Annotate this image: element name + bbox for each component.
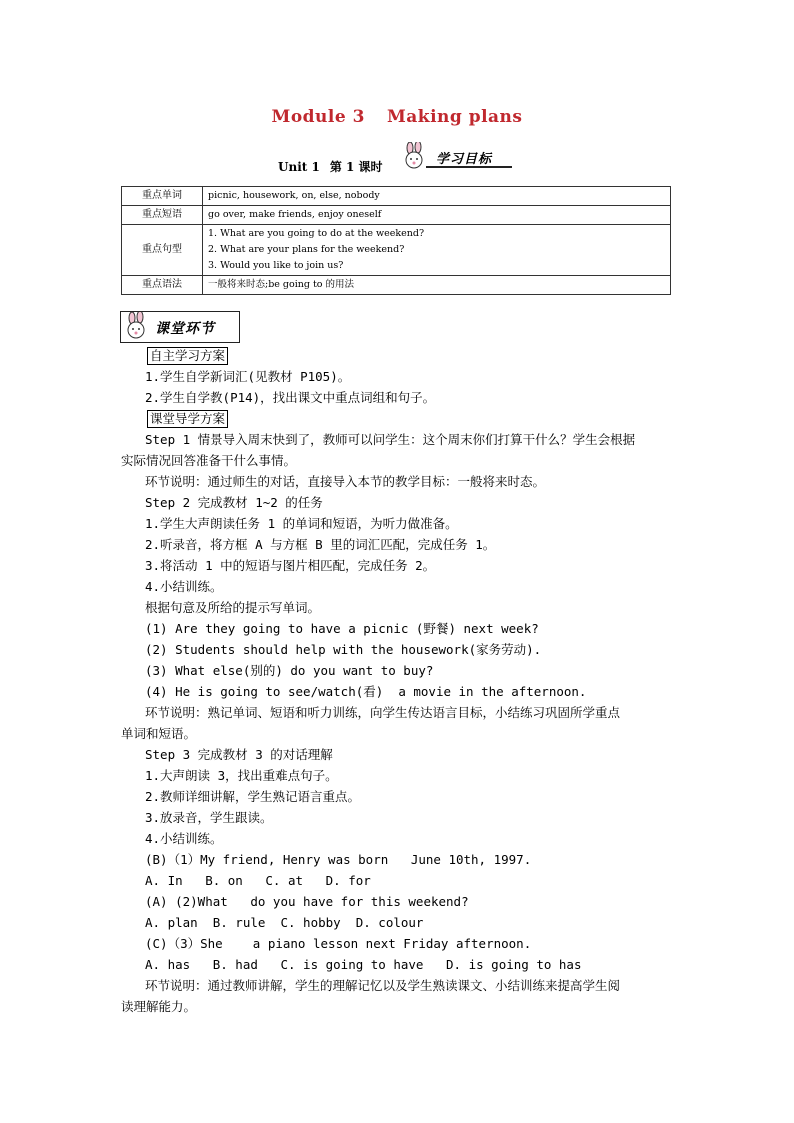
objective-key: 重点语法: [122, 276, 203, 295]
unit-label: Unit 1: [278, 160, 320, 174]
body-line: 实际情况回答准备干什么事情。: [121, 453, 297, 468]
objective-key: 重点短语: [122, 206, 203, 225]
body-line: 2.听录音，将方框 A 与方框 B 里的词汇匹配，完成任务 1。: [145, 537, 496, 552]
rabbit-icon: [123, 312, 153, 340]
body-line: 3.将活动 1 中的短语与图片相匹配，完成任务 2。: [145, 558, 436, 573]
objective-line: 一般将来时态;be going to 的用法: [208, 279, 355, 290]
section-heading-label: 课堂导学方案: [147, 410, 228, 428]
objectives-row: [122, 276, 671, 295]
module-title: [0, 107, 794, 127]
body-line: Step 2 完成教材 1~2 的任务: [145, 495, 323, 510]
body-line: Step 1 情景导入周末快到了，教师可以问学生：这个周末你们打算干什么？学生会根据: [145, 432, 636, 447]
objectives-label: 学习目标: [436, 152, 493, 167]
unit-heading: [278, 158, 383, 175]
objective-line: go over, make friends, enjoy oneself: [208, 209, 382, 220]
body-line: 环节说明：通过师生的对话，直接导入本节的教学目标：一般将来时态。: [145, 474, 546, 489]
objectives-row: [122, 206, 671, 225]
body-line: 1.学生大声朗读任务 1 的单词和短语，为听力做准备。: [145, 516, 458, 531]
body-line: A. plan B. rule C. hobby D. colour: [145, 915, 424, 930]
objective-value: [203, 225, 671, 276]
body-line: 环节说明：通过教师讲解，学生的理解记忆以及学生熟读课文、小结训练来提高学生阅: [145, 978, 621, 993]
objectives-row: [122, 187, 671, 206]
objective-line: 2. What are your plans for the weekend?: [208, 244, 405, 255]
objective-line: 3. Would you like to join us?: [208, 260, 344, 271]
body-line: 1.大声朗读 3，找出重难点句子。: [145, 768, 338, 783]
section-heading: [121, 345, 681, 366]
objective-value: [203, 276, 671, 295]
body-line: (2) Students should help with the housework(家务劳动).: [145, 642, 542, 657]
body-line: 2.教师详细讲解，学生熟记语言重点。: [145, 789, 361, 804]
objectives-banner: [400, 142, 514, 170]
class-label: 课堂环节: [155, 321, 215, 337]
objectives-row: [122, 225, 671, 276]
body-line: Step 3 完成教材 3 的对话理解: [145, 747, 333, 762]
body-line: (C)（3）She a piano lesson next Friday afternoon.: [145, 936, 532, 951]
body-line: (B)（1）My friend, Henry was born June 10th, 1997.: [145, 852, 532, 867]
body-line: (3) What else(别的) do you want to buy?: [145, 663, 434, 678]
objectives-ribbon: [426, 148, 512, 168]
body-line: 3.放录音，学生跟读。: [145, 810, 273, 825]
body-line: 4.小结训练。: [145, 831, 223, 846]
objective-value: [203, 187, 671, 206]
body-line: (A) (2)What do you have for this weekend?: [145, 894, 469, 909]
lesson-label: 第 1 课时: [329, 160, 383, 174]
objectives-table: [121, 186, 671, 295]
body-line: 环节说明：熟记单词、短语和听力训练，向学生传达语言目标，小结练习巩固所学重点: [145, 705, 621, 720]
class-banner: [120, 311, 240, 343]
body-line: (4) He is going to see/watch(看) a movie in the afternoon.: [145, 684, 587, 699]
objective-line: 1. What are you going to do at the weekend?: [208, 228, 425, 239]
body-line: 2.学生自学教(P14)，找出课文中重点词组和句子。: [145, 390, 436, 405]
section-heading-label: 自主学习方案: [147, 347, 228, 365]
body-line: 根据句意及所给的提示写单词。: [145, 600, 321, 615]
body-line: (1) Are they going to have a picnic (野餐) next week?: [145, 621, 539, 636]
module-name: Making plans: [386, 107, 523, 127]
module-label: Module 3: [271, 107, 365, 127]
lesson-body: [121, 345, 681, 1017]
body-line: 4.小结训练。: [145, 579, 223, 594]
objective-key: 重点单词: [122, 187, 203, 206]
body-line: 读理解能力。: [121, 999, 197, 1014]
section-heading: [121, 408, 681, 429]
body-line: A. In B. on C. at D. for: [145, 873, 371, 888]
body-line: 1.学生自学新词汇(见教材 P105)。: [145, 369, 351, 384]
objective-key: 重点句型: [122, 225, 203, 276]
objective-line: picnic, housework, on, else, nobody: [208, 190, 380, 201]
body-line: 单词和短语。: [121, 726, 197, 741]
objective-value: [203, 206, 671, 225]
body-line: A. has B. had C. is going to have D. is going to has: [145, 957, 582, 972]
